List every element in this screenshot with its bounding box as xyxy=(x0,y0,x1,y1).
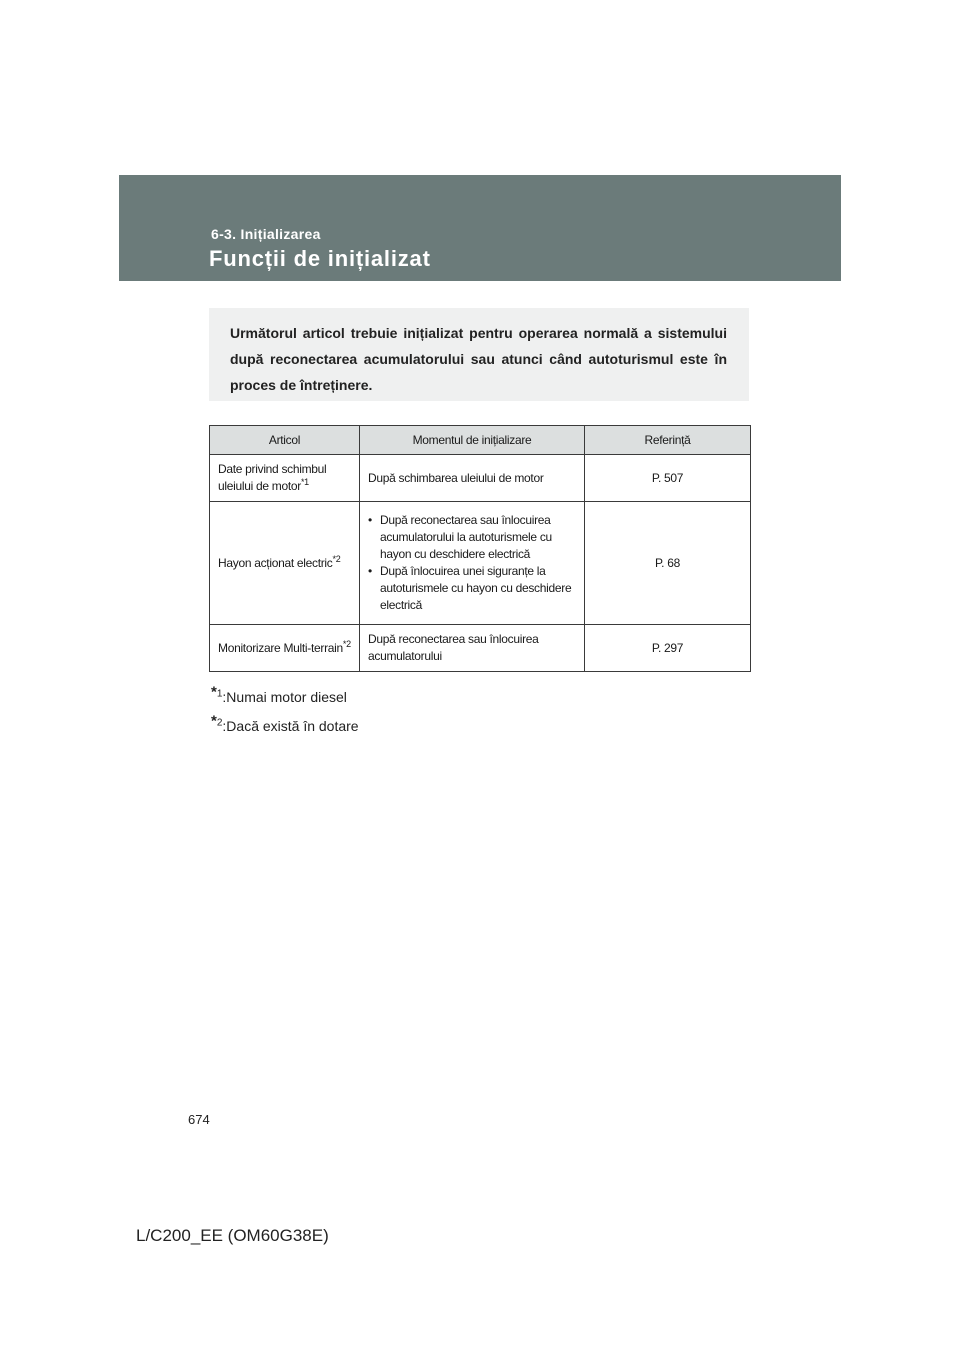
column-header-moment: Momentul de inițializare xyxy=(360,426,585,455)
bullet-icon: • xyxy=(368,513,372,527)
reference-cell: P. 507 xyxy=(585,455,751,502)
list-item: • După reconectarea sau înlocuirea acumulatorului la autoturismele cu hayon cu deschidere electrică xyxy=(368,513,552,561)
item-cell xyxy=(210,502,360,625)
moment-cell: După reconectarea sau înlocuirea acumulatorului xyxy=(360,625,585,672)
table-row xyxy=(210,455,751,502)
moment-cell: După schimbarea uleiului de motor xyxy=(360,455,585,502)
reference-cell: P. 68 xyxy=(585,502,751,625)
footnote-1 xyxy=(211,683,347,705)
initialization-table xyxy=(209,425,751,672)
column-header-item: Articol xyxy=(210,426,360,455)
footnote-star: * xyxy=(211,712,217,730)
footnote-text: :Numai motor diesel xyxy=(222,689,347,705)
list-item: • După înlocuirea unei siguranțe la autoturismele cu hayon cu deschidere electrică xyxy=(368,564,572,612)
column-header-reference: Referință xyxy=(585,426,751,455)
bullet-icon: • xyxy=(368,564,372,578)
footnote-number: 1 xyxy=(216,688,223,700)
item-cell xyxy=(210,625,360,672)
moment-list xyxy=(368,512,576,614)
footnote-2 xyxy=(211,712,359,734)
footnote-number: 2 xyxy=(216,717,223,729)
item-footnote-marker: *2 xyxy=(332,553,341,564)
document-code: L/C200_EE (OM60G38E) xyxy=(136,1226,329,1245)
page-number: 674 xyxy=(188,1112,210,1127)
reference-cell: P. 297 xyxy=(585,625,751,672)
item-label: Monitorizare Multi-terrain xyxy=(218,640,343,655)
table-row xyxy=(210,502,751,625)
page-title: Funcții de inițializat xyxy=(209,246,431,271)
item-footnote-marker: *1 xyxy=(300,477,309,487)
item-label: Date privind schimbul uleiului de motor xyxy=(218,462,327,493)
section-label: 6-3. Inițializarea xyxy=(211,226,321,242)
table-row xyxy=(210,625,751,672)
intro-box xyxy=(209,308,749,401)
item-label: Hayon acționat electric xyxy=(218,555,333,570)
table-header-row xyxy=(210,426,751,455)
footnote-text: :Dacă există în dotare xyxy=(222,718,359,734)
intro-text: Următorul articol trebuie inițializat pentru operarea normală a sistemului după reconectarea acumulatorului sau atunci când autoturismul este în proces de întreținere. xyxy=(230,325,727,393)
moment-cell xyxy=(360,502,585,625)
item-footnote-marker: *2 xyxy=(342,638,351,649)
item-cell xyxy=(210,455,360,502)
footnote-star: * xyxy=(211,683,217,701)
